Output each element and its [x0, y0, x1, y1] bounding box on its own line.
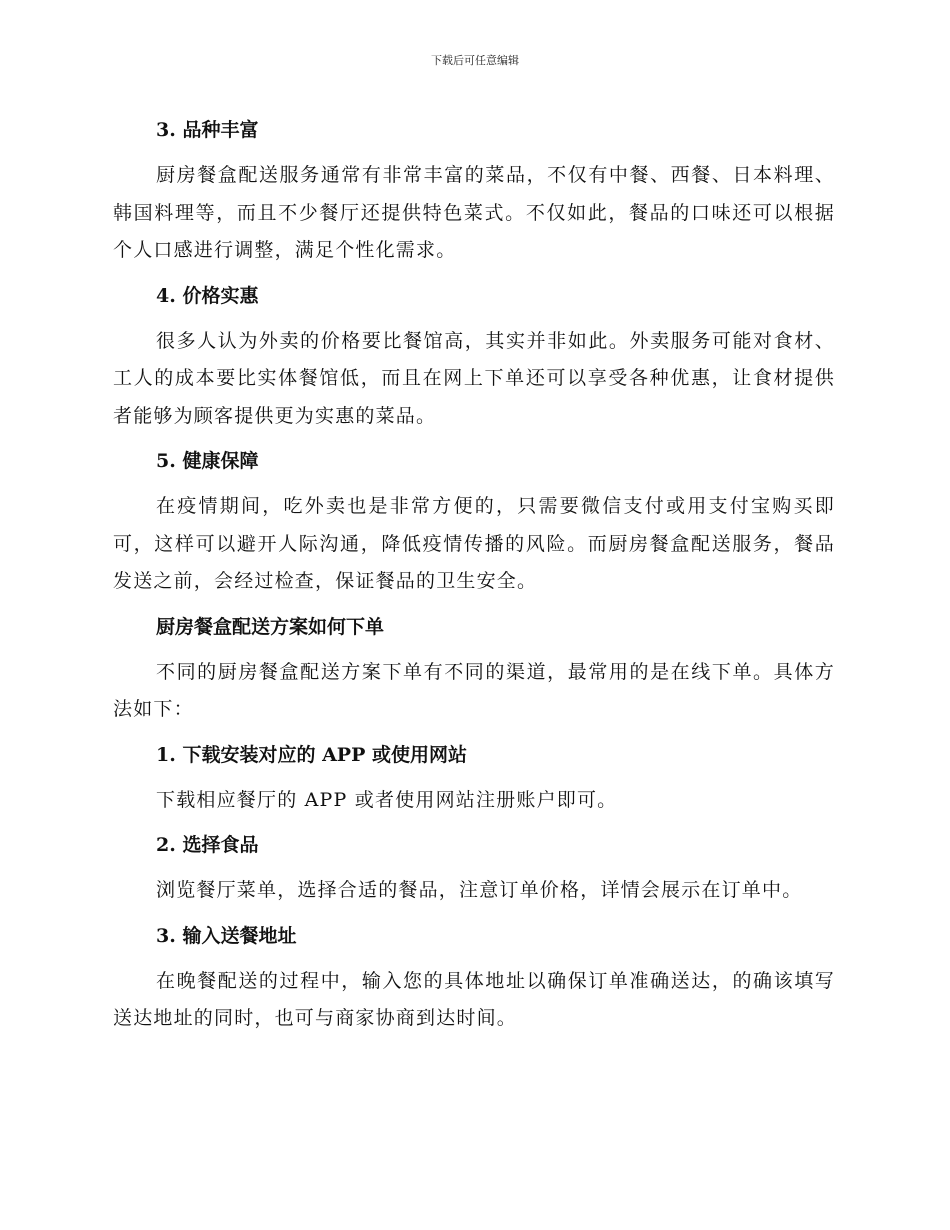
paragraph-health: 在疫情期间，吃外卖也是非常方便的，只需要微信支付或用支付宝购买即可，这样可以避开人际沟通，降低疫情传播的风险。而厨房餐盒配送服务，餐品发送之前，会经过检查，保证餐品的卫生安全。	[113, 495, 835, 592]
section-heading-price: 4. 价格实惠	[156, 284, 259, 307]
section-heading-health: 5. 健康保障	[156, 450, 259, 472]
page-header: 下载后可任意编辑	[431, 54, 519, 67]
paragraph-choose-food: 浏览餐厅菜单，选择合适的餐品，注意订单价格，详情会展示在订单中。	[156, 879, 803, 901]
paragraph-install-app: 下载相应餐厅的 APP 或者使用网站注册账户即可。	[156, 788, 618, 811]
step-heading-address: 3. 输入送餐地址	[156, 924, 297, 947]
paragraph-ordering: 不同的厨房餐盒配送方案下单有不同的渠道，最常用的是在线下单。具体方法如下：	[113, 660, 835, 720]
step-heading-install-app: 1. 下载安装对应的 APP 或使用网站	[156, 743, 467, 766]
section-heading-variety: 3. 品种丰富	[156, 119, 259, 141]
step-heading-choose-food: 2. 选择食品	[156, 834, 259, 856]
paragraph-price: 很多人认为外卖的价格要比餐馆高，其实并非如此。外卖服务可能对食材、工人的成本要比实体餐馆低，而且在网上下单还可以享受各种优惠，让食材提供者能够为顾客提供更为实惠的菜品。	[113, 329, 835, 427]
document-body	[113, 112, 835, 1046]
paragraph-variety: 厨房餐盒配送服务通常有非常丰富的菜品，不仅有中餐、西餐、日本料理、韩国料理等，而且不少餐厅还提供特色菜式。不仅如此，餐品的口味还可以根据个人口感进行调整，满足个性化需求。	[113, 164, 835, 261]
paragraph-address: 在晚餐配送的过程中，输入您的具体地址以确保订单准确送达，的确该填写送达地址的同时，也可与商家协商到达时间。	[113, 969, 835, 1029]
section-heading-ordering: 厨房餐盒配送方案如何下单	[156, 615, 385, 638]
